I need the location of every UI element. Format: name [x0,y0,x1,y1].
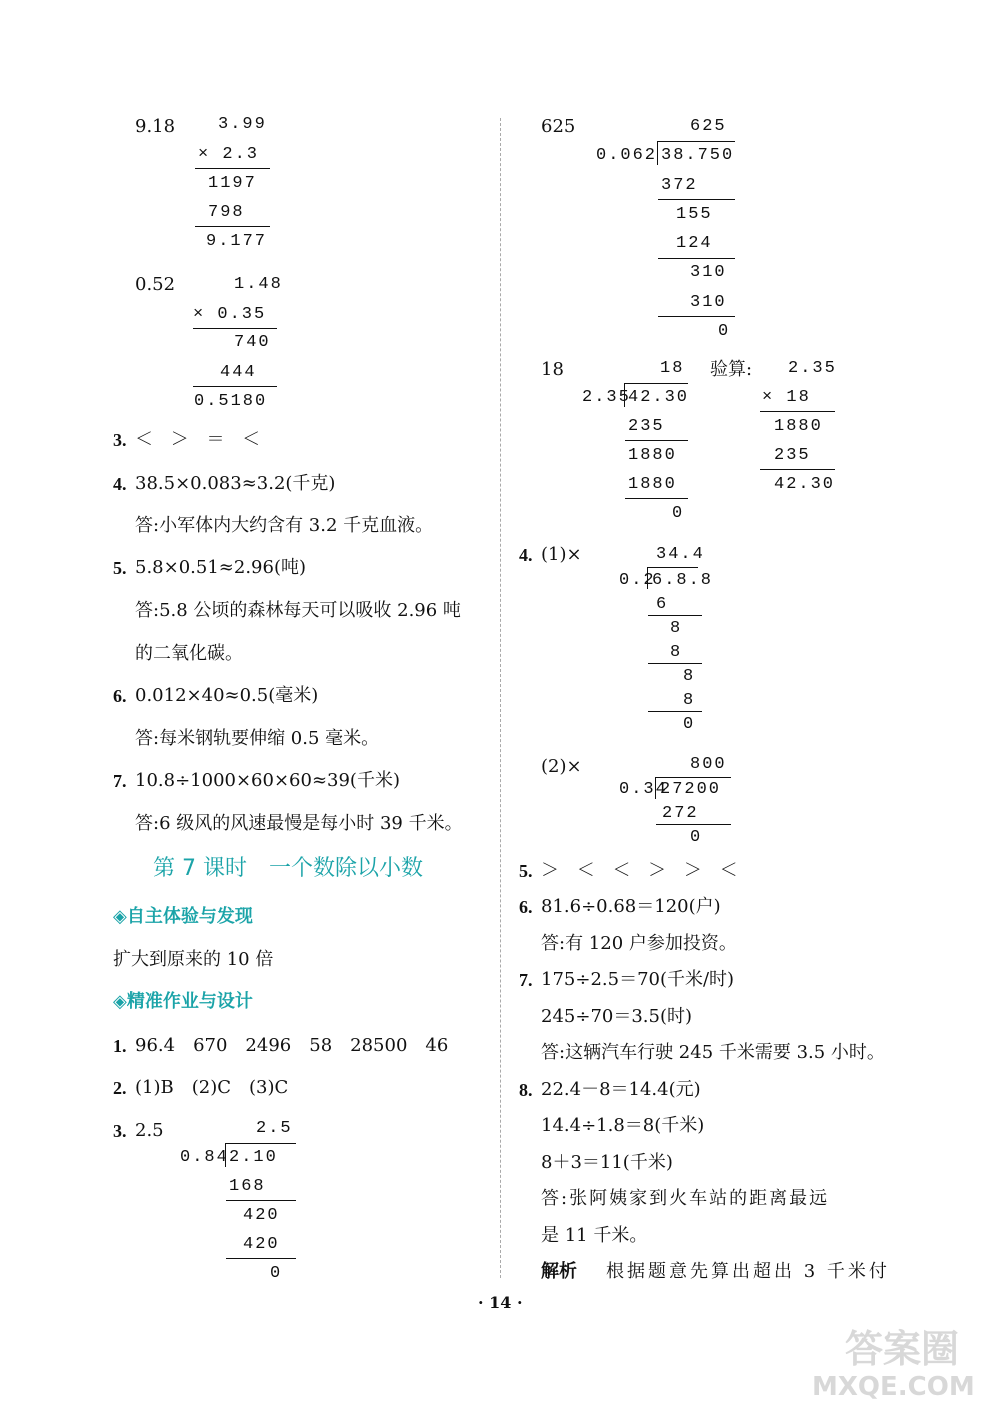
answer-text: 答:小军体内大约含有 3.2 千克血液。 [135,515,434,536]
mult-top: 3.99 [218,115,267,134]
division-line [648,615,702,616]
division-line [226,1258,296,1259]
equation: 10.8÷1000×60×60≈39(千米) [135,770,400,791]
question-number: 7. [113,771,127,791]
section-heading: ◈精准作业与设计 [113,991,253,1012]
division-bar [226,1143,296,1144]
mult-result: 9.177 [206,232,268,251]
division-dividend: 6.8.8 [652,571,714,590]
mult-top: 2.35 [788,359,837,378]
question-number: 7. [519,970,533,990]
equation: 38.5×0.083≈3.2(千克) [135,473,336,494]
analysis-label: 解析 [541,1261,577,1282]
mult-line [760,469,835,470]
division-step: 310 [690,263,727,282]
division-remainder: 0 [718,322,731,341]
judgement: (1)× [541,544,582,565]
division-step: 420 [243,1206,280,1225]
mult-partial-1: 1880 [774,417,823,436]
division-bar [656,777,731,778]
division-quotient: 800 [690,755,727,774]
mult-line [760,411,835,412]
page-number: · 14 · [478,1293,523,1312]
question-number: 5. [519,861,533,881]
column-divider [500,118,501,1278]
mult-line [195,226,270,227]
mult-partial-2: 444 [220,363,257,382]
equation: 22.4－8＝14.4(元) [541,1079,701,1100]
judgement: (2)× [541,756,582,777]
division-divisor: 2.35 [582,388,631,407]
division-step: 272 [662,804,699,823]
division-remainder: 0 [690,828,703,847]
answer-625: 625 [541,116,576,137]
division-step: 8 [670,643,683,662]
question-number: 4. [113,474,127,494]
answer-text: 答:5.8 公顷的森林每天可以吸收 2.96 吨 [135,600,461,621]
division-remainder: 0 [672,504,685,523]
mult-partial-2: 235 [774,446,811,465]
division-line [625,498,688,499]
check-label: 验算: [710,359,753,380]
equation: 175÷2.5＝70(千米/时) [541,969,735,990]
division-remainder: 0 [270,1264,283,1283]
answer-text: 答:张阿姨家到火车站的距离最远 [541,1188,830,1209]
answer-18: 18 [541,359,564,380]
division-line [625,440,688,441]
mult-line [195,168,270,169]
mult-line [193,328,277,329]
mult-multiplier: × 18 [762,388,811,407]
division-bar [658,141,735,142]
division-bar [648,567,698,568]
division-step: 8 [683,667,696,686]
lesson-title: 第 7 课时 一个数除以小数 [153,856,423,881]
division-dividend: 27200 [660,780,722,799]
division-quotient: 34.4 [656,545,705,564]
answer-list: (1)B (2)C (3)C [135,1077,289,1098]
section-heading: ◈自主体验与发现 [113,906,253,927]
division-line [648,663,702,664]
question-number: 3. [113,1121,127,1141]
division-quotient: 2.5 [256,1119,293,1138]
division-step: 155 [676,205,713,224]
answer-value: 2.5 [135,1120,164,1141]
division-step: 124 [676,234,713,253]
division-bar [625,383,688,384]
division-quotient: 18 [660,359,685,378]
compare-answers: ＜ ＞ ＝ ＜ [135,429,267,450]
mult-top: 1.48 [234,275,283,294]
division-remainder: 0 [683,715,696,734]
answer-text: 答:每米钢轨要伸缩 0.5 毫米。 [135,728,380,749]
mult-line [193,386,277,387]
division-dividend: 38.750 [661,146,735,165]
mult-result: 42.30 [774,475,836,494]
division-step: 6 [656,595,669,614]
answer-text: 答:这辆汽车行驶 245 千米需要 3.5 小时。 [541,1042,885,1063]
division-divisor: 0.062 [596,146,658,165]
equation: 5.8×0.51≈2.96(吨) [135,557,306,578]
watermark-url: MXQE.COM [812,1372,975,1402]
division-line [226,1200,296,1201]
division-step: 8 [683,691,696,710]
question-number: 6. [113,686,127,706]
division-quotient: 625 [690,117,727,136]
analysis-text: 根据题意先算出超出 3 千米付 [606,1261,890,1282]
division-dividend: 2.10 [229,1148,278,1167]
mult-partial-1: 740 [234,333,271,352]
division-step: 8 [670,619,683,638]
division-line [658,199,735,200]
question-number: 8. [519,1080,533,1100]
equation: 8＋3＝11(千米) [541,1152,673,1173]
question-number: 6. [519,897,533,917]
division-step: 1880 [628,446,677,465]
equation: 245÷70＝3.5(时) [541,1006,693,1027]
answer-0-52: 0.52 [135,274,176,295]
answer-text: 答:6 级风的风速最慢是每小时 39 千米。 [135,813,463,834]
division-line [656,824,731,825]
division-dividend: 42.30 [628,388,690,407]
answer-9-18: 9.18 [135,116,176,137]
answer-text: 的二氧化碳。 [135,643,243,664]
question-number: 3. [113,430,127,450]
section-text: 扩大到原来的 10 倍 [113,949,274,970]
division-divisor: 0.34 [619,780,668,799]
answer-text: 答:有 120 户参加投资。 [541,933,737,954]
watermark-logo: 答案圈 [845,1327,960,1371]
mult-multiplier: × 2.3 [198,145,260,164]
mult-multiplier: × 0.35 [193,305,267,324]
division-line [658,316,735,317]
compare-answers: ＞ ＜ ＜ ＞ ＞ ＜ [541,860,744,881]
question-number: 2. [113,1078,127,1098]
mult-partial-2: 798 [208,203,245,222]
equation: 81.6÷0.68＝120(户) [541,896,721,917]
division-divisor: 0.2 [619,571,656,590]
mult-result: 0.5180 [194,392,268,411]
answer-text: 是 11 千米。 [541,1225,648,1246]
answer-list: 96.4 670 2496 58 28500 46 [135,1035,449,1056]
division-bracket [657,141,658,165]
division-step: 310 [690,293,727,312]
division-line [658,258,735,259]
division-step: 1880 [628,475,677,494]
division-step: 235 [628,417,665,436]
division-divisor: 0.84 [180,1148,229,1167]
equation: 14.4÷1.8＝8(千米) [541,1115,705,1136]
division-line [648,711,702,712]
division-step: 168 [229,1177,266,1196]
question-number: 4. [519,545,533,565]
mult-partial-1: 1197 [208,174,257,193]
question-number: 5. [113,558,127,578]
division-step: 420 [243,1235,280,1254]
equation: 0.012×40≈0.5(毫米) [135,685,319,706]
division-step: 372 [661,176,698,195]
question-number: 1. [113,1036,127,1056]
